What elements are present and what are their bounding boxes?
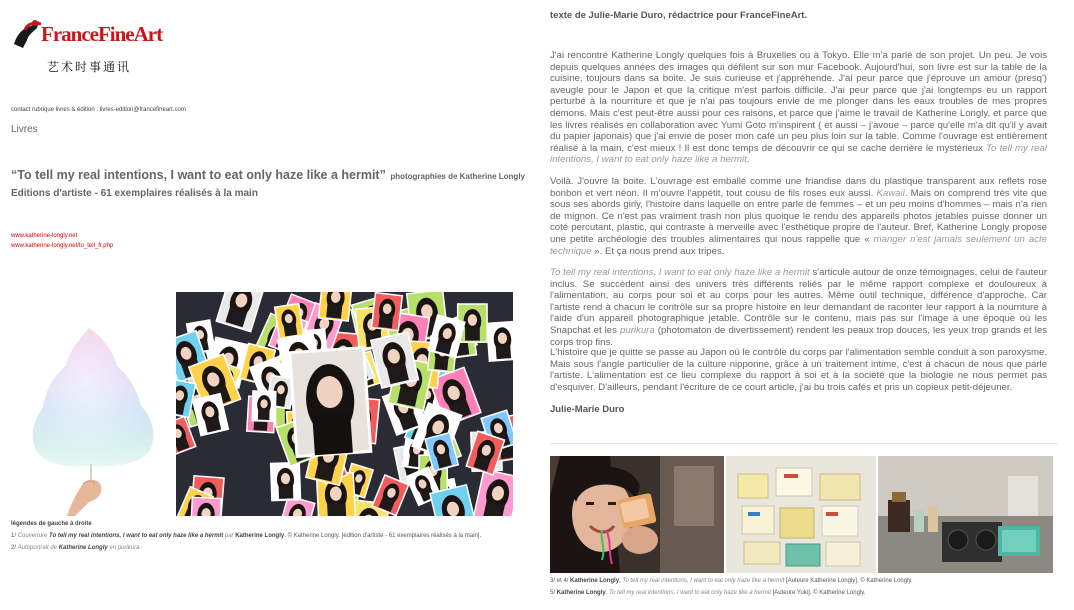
artist-website-link[interactable]: www.katherine-longly.net bbox=[11, 233, 78, 239]
article-paragraph-1 bbox=[550, 50, 1047, 166]
purikura-collage-image bbox=[176, 292, 513, 516]
section-label: Livres bbox=[11, 124, 38, 135]
photo-woman-eating bbox=[550, 456, 724, 573]
caption-by: par bbox=[224, 533, 234, 539]
kawaii-italic: Kawaii bbox=[876, 187, 905, 199]
francefineart-logo[interactable] bbox=[11, 18, 163, 74]
caption-rest: [Auteure Katherine Longly]. © Katherine Longly. bbox=[785, 578, 913, 584]
book-title-line bbox=[11, 166, 525, 184]
paragraph-text: s'articule autour de onze témoignages, celui de l'auteur inclus. Se succèdent ainsi des univers très différents reliés par le même rapport complexe et douloureux à l'alimentation, au corps pour soi et au corps pour les autres. Même outil technique, différence d'approche. Car l'artiste rend à chacun le contrôle sur sa propre histoire en leur demandant de raconter leur rapport à la nourriture à l'aide d'un appareil photographique jetable. Contrôle sur le contenu, mais pas sur l'image à une époque où les Snapchat et les bbox=[550, 267, 1048, 336]
paragraph-text: ». Et ça nous prend aux tripes. bbox=[594, 245, 725, 257]
contact-label: contact rubrique livres & édition : bbox=[11, 107, 99, 113]
article-paragraph-3 bbox=[550, 267, 1047, 348]
caption-line-2 bbox=[11, 545, 141, 551]
contact-line bbox=[11, 107, 186, 113]
caption-label: Couverture bbox=[17, 533, 48, 539]
caption-title: To tell my real intentions, I want to eat only haze like a hermit bbox=[622, 578, 785, 584]
article-byline-heading: texte de Julie-Marie Duro, rédactrice pour FranceFineArt. bbox=[550, 10, 808, 21]
logo-wordmark: FranceFineArt bbox=[41, 22, 163, 46]
contact-email-link[interactable]: livres-edition@francefineart.com bbox=[99, 107, 186, 113]
quote-italic: manger n'est jamais seulement un acte technique bbox=[550, 233, 1047, 257]
photo-food-packages bbox=[726, 456, 876, 573]
caption-number: 5/ bbox=[550, 590, 556, 596]
photo-kitchen bbox=[878, 456, 1053, 573]
edition-info: Editions d'artiste - 61 exemplaires réalisés à la main bbox=[11, 188, 258, 199]
paragraph-text: Voilà. J'ouvre la boite. L'ouvrage est emballé comme une friandise dans du plastique transparent aux reflets rose bonbon et vert néon. Il m'ouvre l'appétit, tout cousu de fils roses eux aussi. bbox=[550, 176, 1047, 199]
caption-rest: [Auteure Yuki]. © Katherine Longly. bbox=[772, 590, 866, 596]
captions-heading: légendes de gauche à droite bbox=[11, 521, 92, 527]
caption-line-1 bbox=[11, 533, 481, 539]
paragraph-text: . bbox=[746, 154, 750, 166]
logo-tagline: 艺术时事通讯 bbox=[47, 60, 132, 74]
caption-author: Katherine Longly bbox=[556, 590, 606, 596]
right-caption-line-2: 5/ Katherine Longly. To tell my real intentions, I want to eat only haze like a hermit [Auteure Yuki]. © Katherine Longly. bbox=[550, 590, 866, 596]
divider bbox=[550, 443, 1058, 444]
logo-figure-icon bbox=[11, 18, 45, 50]
caption-author: Katherine Longly bbox=[570, 578, 620, 584]
article-paragraph-4: L'histoire que je quitte se passe au Japon où le contrôle du corps par l'alimentation semble conduit à son paroxysme. Mais sous l'angle particulier de la culture nipponne, grâce à un traitement intime, c'est à chacun de nous que parle l'artiste. L'alimentation est ce lieu complexe du rapport à soi et à la société que la biologie ne nous permet pas d'esquiver. D'ailleurs, pendant l'écriture de ce court article, j'ai bu trois cafés et pris un copieux petit-déjeuner. bbox=[550, 347, 1047, 393]
caption-number: 3/ et 4/ bbox=[550, 578, 569, 584]
caption-title: To tell my real intentions, I want to eat only haze like a hermit bbox=[49, 533, 224, 539]
caption-label: Autoportrait de bbox=[17, 545, 58, 551]
cover-image-cotton-candy bbox=[11, 292, 173, 516]
caption-author: Katherine Longly bbox=[235, 533, 285, 539]
left-captions-heading bbox=[11, 521, 92, 527]
article-signature: Julie-Marie Duro bbox=[550, 404, 625, 415]
purikura-italic: purikura bbox=[620, 324, 655, 336]
article-paragraph-2 bbox=[550, 176, 1047, 257]
paragraph-text: J'ai rencontré Katherine Longly quelques fois à Bruxelles ou à Tokyo. Elle m'a parlé de son projet. Un peu. Je vois depuis quelques années des images qui défilent sur son mur Facebook. Aujourd'hui, son livre est sur la table de la cuisine, toujours dans sa boite. Je suis curieuse et j'appréhende. J'ai peur parce que j'éprouve un amour (presq') aveugle pour le Japon et que la critique m'est parfois difficile. J'ai peur parce que j'ai longtemps eu un rapport perturbé à la nourriture et que je n'ai pas toujours envie de me plonger dans les eaux troubles de mes propres démons. Mais c'est peut-être aussi pour ces raisons, et parce que j'aime le travail de Katherine Longly, et parce que les livres réalisés en collaboration avec Yumi Goto m'inspirent ( et aussi – j'avoue – parce qu'elle m'a dit qu'il y avait du papier japonais) que j'ai envie de poser mon café un peu plus loin sur la table. Comme l'ouvrage est entièrement réalisé à la main, c'est mieux ! Il est donc temps de découvrir ce qui se cache derrière le mystérieux bbox=[550, 50, 1047, 154]
book-title-italic: To tell my real intentions, I want to eat only haze like a hermit bbox=[550, 142, 1047, 166]
caption-author: Katherine Longly bbox=[58, 545, 108, 551]
right-caption-line-1: 3/ et 4/ Katherine Longly, To tell my real intentions, I want to eat only haze like a hermit [Auteure Katherine Longly]. © Katherine Longly. bbox=[550, 578, 913, 584]
book-title: “To tell my real intentions, I want to eat only haze like a hermit” bbox=[11, 168, 386, 182]
caption-number: 1/ bbox=[11, 533, 17, 539]
project-page-link[interactable]: www.katherine-longly.net/to_tell_fr.php bbox=[11, 243, 114, 249]
book-subtitle: photographies de Katherine Longly bbox=[390, 172, 525, 181]
book-title-italic: To tell my real intentions, I want to eat only haze like a hermit bbox=[550, 267, 810, 278]
paragraph-text: (photomaton de divertissement) rendent les peaux trop douces, les yeux trop grands et les corps trop fins. bbox=[550, 324, 1048, 348]
caption-rest: en purikura. bbox=[109, 545, 142, 551]
paragraph-text: . Mais on comprend très vite que sous ses abords girly, l'histoire dans laquelle on entre parle de femmes – et un peu moins d'hommes – mais n'a rien de mignon. Ce n'est pas vraiment trash non plus quoique le rendu des appareils photos jetables puisse donner un coté percutant, plastic, qui contraste à merveille avec l'esthétique propre de l'auteur. Bref, Katherine Longly propose une petite archéologie des troubles alimentaires qui nous rappelle que « bbox=[550, 187, 1047, 245]
caption-number: 2/ bbox=[11, 545, 17, 551]
caption-title: To tell my real intentions, I want to eat only haze like a hermit bbox=[609, 590, 771, 596]
caption-rest: . © Katherine Longly. [édition d'artiste - 61 exemplaires réalisés à la main]. bbox=[284, 533, 482, 539]
